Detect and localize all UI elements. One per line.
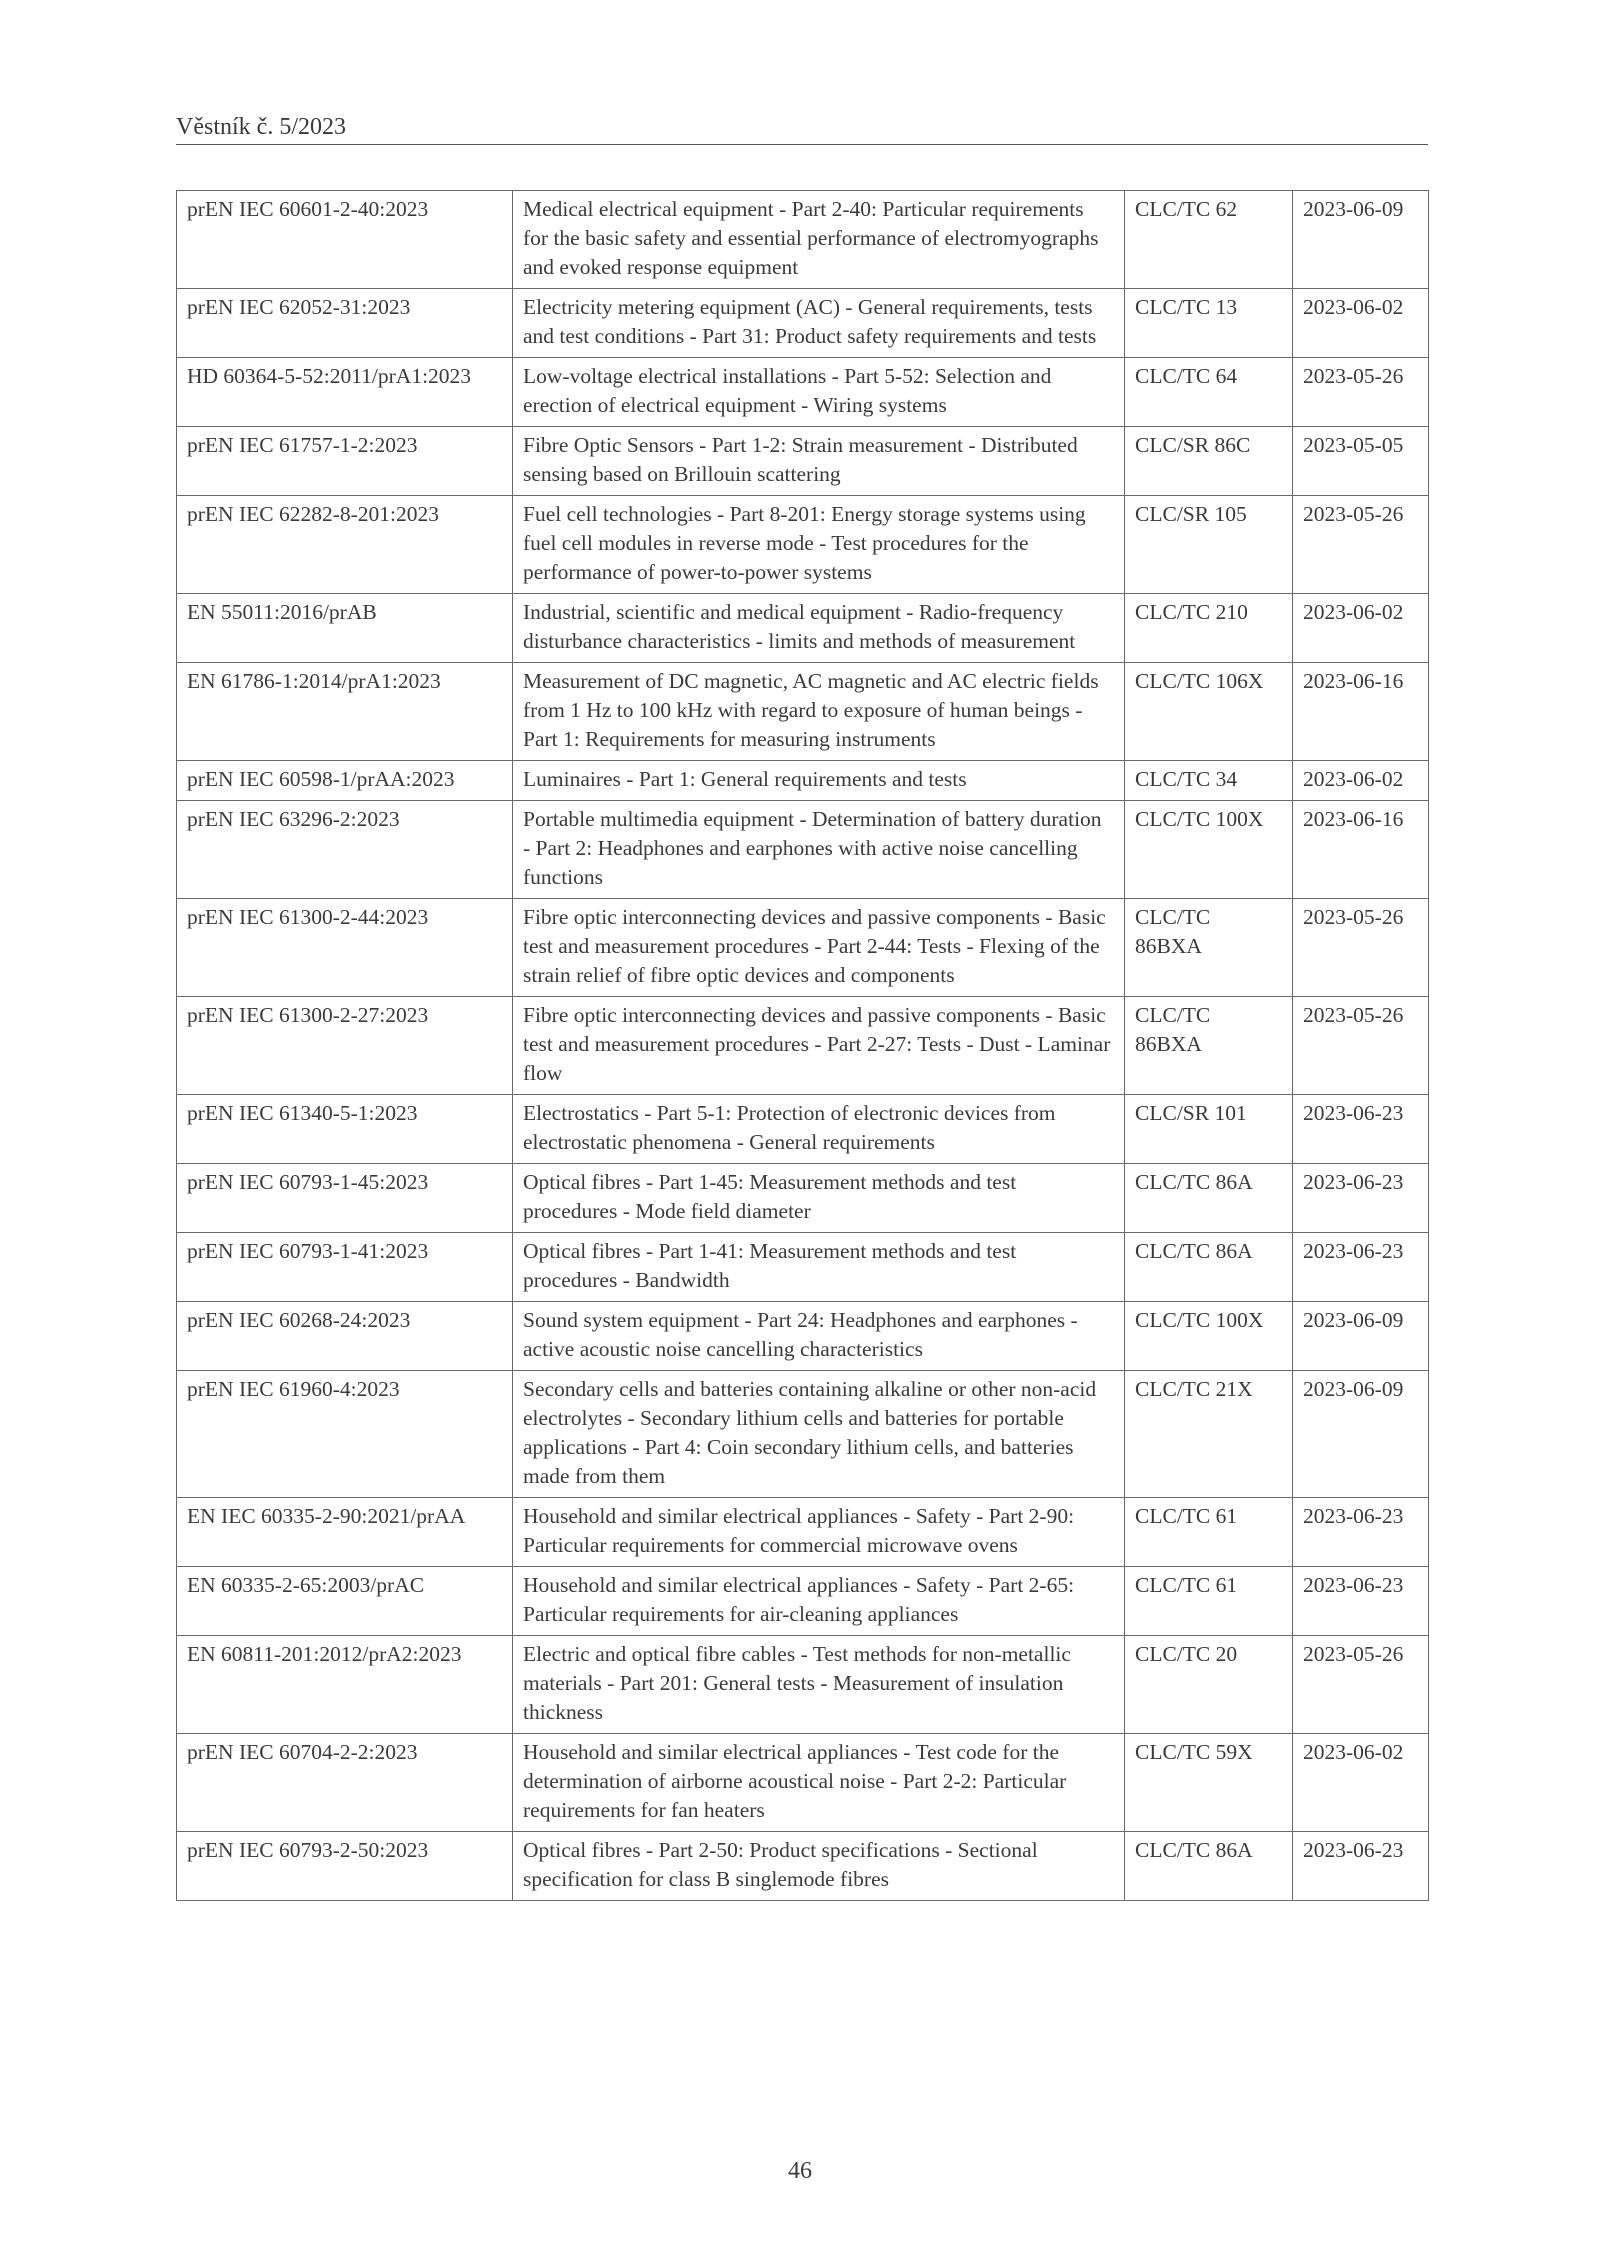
- standard-title-cell: Household and similar electrical appliances - Safety - Part 2-65: Particular requirements for air-cleaning appliances: [513, 1567, 1125, 1636]
- committee-cell: CLC/TC 86A: [1125, 1164, 1293, 1233]
- standard-code-cell: prEN IEC 60268-24:2023: [177, 1302, 513, 1371]
- table-row: [177, 1832, 1429, 1901]
- standard-code-cell: prEN IEC 60598-1/prAA:2023: [177, 761, 513, 801]
- table-row: [177, 358, 1429, 427]
- standard-code-cell: prEN IEC 61300-2-44:2023: [177, 899, 513, 997]
- standard-code-cell: HD 60364-5-52:2011/prA1:2023: [177, 358, 513, 427]
- standard-code-cell: prEN IEC 61300-2-27:2023: [177, 997, 513, 1095]
- standard-title-cell: Fibre optic interconnecting devices and passive components - Basic test and measurement procedures - Part 2-27: Tests - Dust - Laminar flow: [513, 997, 1125, 1095]
- deadline-date-cell: 2023-05-26: [1293, 899, 1429, 997]
- deadline-date-cell: 2023-06-16: [1293, 663, 1429, 761]
- deadline-date-cell: 2023-06-02: [1293, 761, 1429, 801]
- deadline-date-cell: 2023-06-02: [1293, 594, 1429, 663]
- standard-title-cell: Fibre optic interconnecting devices and passive components - Basic test and measurement procedures - Part 2-44: Tests - Flexing of the strain relief of fibre optic devices and components: [513, 899, 1125, 997]
- standard-title-cell: Medical electrical equipment - Part 2-40: Particular requirements for the basic safety and essential performance of electromyographs and evoked response equipment: [513, 191, 1125, 289]
- table-row: [177, 1371, 1429, 1498]
- deadline-date-cell: 2023-06-09: [1293, 1371, 1429, 1498]
- table-row: [177, 289, 1429, 358]
- standard-code-cell: EN IEC 60335-2-90:2021/prAA: [177, 1498, 513, 1567]
- committee-cell: CLC/TC 100X: [1125, 801, 1293, 899]
- deadline-date-cell: 2023-06-23: [1293, 1567, 1429, 1636]
- deadline-date-cell: 2023-05-26: [1293, 358, 1429, 427]
- committee-cell: CLC/TC 86A: [1125, 1832, 1293, 1901]
- standards-table: [176, 190, 1429, 1901]
- deadline-date-cell: 2023-06-16: [1293, 801, 1429, 899]
- standard-title-cell: Secondary cells and batteries containing alkaline or other non-acid electrolytes - Secondary lithium cells and batteries for portable applications - Part 4: Coin secondary lithium cells, and batteries made from them: [513, 1371, 1125, 1498]
- committee-cell: CLC/SR 101: [1125, 1095, 1293, 1164]
- standard-title-cell: Household and similar electrical appliances - Test code for the determination of airborne acoustical noise - Part 2-2: Particular requirements for fan heaters: [513, 1734, 1125, 1832]
- page-number: 46: [788, 2158, 812, 2184]
- table-row: [177, 801, 1429, 899]
- standard-code-cell: prEN IEC 60793-1-41:2023: [177, 1233, 513, 1302]
- standard-code-cell: prEN IEC 60793-1-45:2023: [177, 1164, 513, 1233]
- committee-cell: CLC/TC 13: [1125, 289, 1293, 358]
- standard-code-cell: prEN IEC 60793-2-50:2023: [177, 1832, 513, 1901]
- committee-cell: CLC/TC 64: [1125, 358, 1293, 427]
- committee-cell: CLC/TC 62: [1125, 191, 1293, 289]
- standard-title-cell: Low-voltage electrical installations - Part 5-52: Selection and erection of electrical equipment - Wiring systems: [513, 358, 1125, 427]
- committee-cell: CLC/SR 105: [1125, 496, 1293, 594]
- table-row: [177, 663, 1429, 761]
- standard-code-cell: prEN IEC 62052-31:2023: [177, 289, 513, 358]
- table-row: [177, 1302, 1429, 1371]
- committee-cell: CLC/TC 61: [1125, 1567, 1293, 1636]
- standard-title-cell: Electrostatics - Part 5-1: Protection of electronic devices from electrostatic phenomena - General requirements: [513, 1095, 1125, 1164]
- deadline-date-cell: 2023-06-23: [1293, 1233, 1429, 1302]
- committee-cell: CLC/TC 106X: [1125, 663, 1293, 761]
- table-row: [177, 1095, 1429, 1164]
- standard-code-cell: prEN IEC 63296-2:2023: [177, 801, 513, 899]
- standard-title-cell: Optical fibres - Part 1-41: Measurement methods and test procedures - Bandwidth: [513, 1233, 1125, 1302]
- deadline-date-cell: 2023-06-23: [1293, 1498, 1429, 1567]
- standard-title-cell: Household and similar electrical appliances - Safety - Part 2-90: Particular requirements for commercial microwave ovens: [513, 1498, 1125, 1567]
- standard-title-cell: Optical fibres - Part 1-45: Measurement methods and test procedures - Mode field diameter: [513, 1164, 1125, 1233]
- committee-cell: CLC/TC 86BXA: [1125, 997, 1293, 1095]
- deadline-date-cell: 2023-06-02: [1293, 289, 1429, 358]
- table-row: [177, 899, 1429, 997]
- standard-title-cell: Industrial, scientific and medical equipment - Radio-frequency disturbance characteristics - limits and methods of measurement: [513, 594, 1125, 663]
- table-row: [177, 761, 1429, 801]
- standard-title-cell: Luminaires - Part 1: General requirements and tests: [513, 761, 1125, 801]
- table-row: [177, 1734, 1429, 1832]
- standard-title-cell: Fibre Optic Sensors - Part 1-2: Strain measurement - Distributed sensing based on Brillouin scattering: [513, 427, 1125, 496]
- table-row: [177, 594, 1429, 663]
- table-row: [177, 1498, 1429, 1567]
- standard-code-cell: prEN IEC 61340-5-1:2023: [177, 1095, 513, 1164]
- committee-cell: CLC/TC 21X: [1125, 1371, 1293, 1498]
- standard-code-cell: prEN IEC 62282-8-201:2023: [177, 496, 513, 594]
- committee-cell: CLC/TC 61: [1125, 1498, 1293, 1567]
- table-row: [177, 1567, 1429, 1636]
- committee-cell: CLC/SR 86C: [1125, 427, 1293, 496]
- standard-code-cell: prEN IEC 61960-4:2023: [177, 1371, 513, 1498]
- standard-code-cell: EN 61786-1:2014/prA1:2023: [177, 663, 513, 761]
- committee-cell: CLC/TC 210: [1125, 594, 1293, 663]
- table-row: [177, 1164, 1429, 1233]
- deadline-date-cell: 2023-05-05: [1293, 427, 1429, 496]
- table-row: [177, 1636, 1429, 1734]
- standard-title-cell: Optical fibres - Part 2-50: Product specifications - Sectional specification for class B singlemode fibres: [513, 1832, 1125, 1901]
- standard-title-cell: Sound system equipment - Part 24: Headphones and earphones - active acoustic noise cancelling characteristics: [513, 1302, 1125, 1371]
- committee-cell: CLC/TC 86BXA: [1125, 899, 1293, 997]
- deadline-date-cell: 2023-05-26: [1293, 496, 1429, 594]
- standard-title-cell: Measurement of DC magnetic, AC magnetic and AC electric fields from 1 Hz to 100 kHz with regard to exposure of human beings - Part 1: Requirements for measuring instruments: [513, 663, 1125, 761]
- standard-code-cell: prEN IEC 61757-1-2:2023: [177, 427, 513, 496]
- committee-cell: CLC/TC 59X: [1125, 1734, 1293, 1832]
- standard-title-cell: Portable multimedia equipment - Determination of battery duration - Part 2: Headphones and earphones with active noise cancelling functions: [513, 801, 1125, 899]
- deadline-date-cell: 2023-06-23: [1293, 1832, 1429, 1901]
- standard-code-cell: prEN IEC 60704-2-2:2023: [177, 1734, 513, 1832]
- deadline-date-cell: 2023-06-09: [1293, 191, 1429, 289]
- committee-cell: CLC/TC 34: [1125, 761, 1293, 801]
- table-row: [177, 1233, 1429, 1302]
- standard-title-cell: Electricity metering equipment (AC) - General requirements, tests and test conditions - Part 31: Product safety requirements and tests: [513, 289, 1125, 358]
- committee-cell: CLC/TC 86A: [1125, 1233, 1293, 1302]
- deadline-date-cell: 2023-06-09: [1293, 1302, 1429, 1371]
- table-row: [177, 496, 1429, 594]
- committee-cell: CLC/TC 100X: [1125, 1302, 1293, 1371]
- standard-code-cell: prEN IEC 60601-2-40:2023: [177, 191, 513, 289]
- standard-title-cell: Electric and optical fibre cables - Test methods for non-metallic materials - Part 201: General tests - Measurement of insulation thickness: [513, 1636, 1125, 1734]
- table-row: [177, 427, 1429, 496]
- standard-code-cell: EN 60811-201:2012/prA2:2023: [177, 1636, 513, 1734]
- standard-code-cell: EN 60335-2-65:2003/prAC: [177, 1567, 513, 1636]
- page-header: Věstník č. 5/2023: [176, 112, 1428, 145]
- table-row: [177, 191, 1429, 289]
- deadline-date-cell: 2023-05-26: [1293, 1636, 1429, 1734]
- standard-title-cell: Fuel cell technologies - Part 8-201: Energy storage systems using fuel cell modules in reverse mode - Test procedures for the performance of power-to-power systems: [513, 496, 1125, 594]
- deadline-date-cell: 2023-06-02: [1293, 1734, 1429, 1832]
- deadline-date-cell: 2023-06-23: [1293, 1095, 1429, 1164]
- committee-cell: CLC/TC 20: [1125, 1636, 1293, 1734]
- deadline-date-cell: 2023-05-26: [1293, 997, 1429, 1095]
- deadline-date-cell: 2023-06-23: [1293, 1164, 1429, 1233]
- standard-code-cell: EN 55011:2016/prAB: [177, 594, 513, 663]
- table-row: [177, 997, 1429, 1095]
